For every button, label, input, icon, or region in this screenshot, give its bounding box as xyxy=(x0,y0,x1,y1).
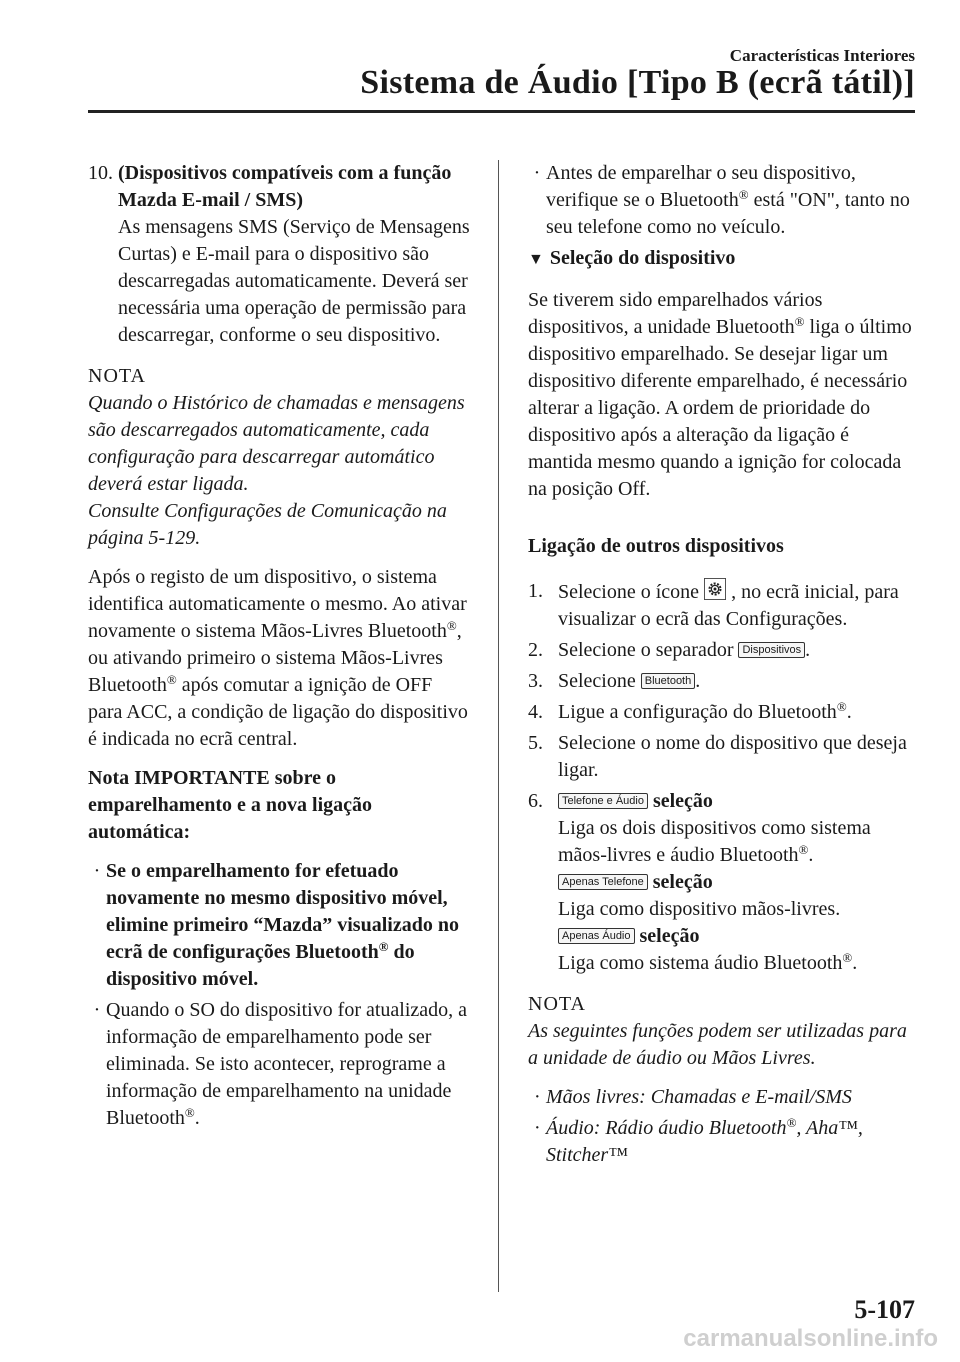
right-column xyxy=(528,160,913,1173)
step-6: 6. Telefone e Áudio seleção Liga os dois dispositivos como sistema mãos-livres e áudio Bluetooth®. Apenas Telefone seleção Liga como dispositivo mãos-livres. Apenas Áudio seleção Liga como sistema áudio Bluetooth®. xyxy=(528,790,871,974)
item-number: 10. xyxy=(88,162,113,184)
step-4: 4. Ligue a configuração do Bluetooth®. xyxy=(528,699,852,723)
triangle-down-icon: ▼ xyxy=(528,251,544,268)
phone-audio-button: Telefone e Áudio xyxy=(558,793,648,809)
important-heading: Nota IMPORTANTE sobre o emparelhamento e a nova ligação automática: xyxy=(88,767,373,843)
list-item: · Mãos livres: Chamadas e E-mail/SMS xyxy=(534,1086,852,1108)
step-1: 1. Selecione o ícone , no ecrã inicial, para visualizar o ecrã das Configurações. xyxy=(528,580,899,630)
device-selection-heading: ▼ Seleção do dispositivo xyxy=(528,247,736,269)
header-section: Características Interiores xyxy=(729,46,915,65)
item-text: As mensagens SMS (Serviço de Mensagens Curtas) e E-mail para o dispositivo são descarregadas automaticamente. Deverá ser necessária uma operação de permissão para descarregar, conforme o seu dispositivo. xyxy=(118,216,470,346)
step-5: 5. Selecione o nome do dispositivo que deseja ligar. xyxy=(528,732,907,781)
list-item: · Antes de emparelhar o seu dispositivo, verifique se o Bluetooth® está "ON", tanto no seu telefone como no veículo. xyxy=(533,162,910,238)
nota-reference: Consulte Configurações de Comunicação na página 5-129. xyxy=(88,500,447,549)
bluetooth-button: Bluetooth xyxy=(641,673,695,689)
list-item: · Áudio: Rádio áudio Bluetooth®, Aha™, Stitcher™ xyxy=(534,1115,863,1166)
item-heading: (Dispositivos compatíveis com a função Mazda E-mail / SMS) xyxy=(118,162,452,211)
page-title: Sistema de Áudio [Tipo B (ecrã tátil)] xyxy=(360,64,915,101)
header-rule xyxy=(88,110,915,113)
watermark: carmanualsonline.info xyxy=(683,1325,938,1352)
list-item: · Quando o SO do dispositivo for atualizado, a informação de emparelhamento pode ser eliminada. Se isto acontecer, reprograme a informação de emparelhamento na unidade Bluetooth®. xyxy=(93,999,468,1129)
list-item-10 xyxy=(88,160,470,349)
nota-label: NOTA xyxy=(528,993,586,1015)
devices-tab-button: Dispositivos xyxy=(738,642,805,658)
paragraph-registration: Após o registo de um dispositivo, o sistema identifica automaticamente o mesmo. Ao ativar novamente o sistema Mãos-Livres Bluetooth®, ou ativando primeiro o sistema Mãos-Livres Bluetooth® após comutar a ignição de OFF para ACC, a condição de ligação do dispositivo é indicada no ecrã central. xyxy=(88,566,468,750)
audio-only-button: Apenas Áudio xyxy=(558,928,635,944)
phone-only-button: Apenas Telefone xyxy=(558,874,648,890)
left-column xyxy=(88,160,470,1136)
device-selection-text: Se tiverem sido emparelhados vários dispositivos, a unidade Bluetooth® liga o último dispositivo emparelhado. Se desejar ligar um dispositivo diferente emparelhado, é necessário alterar a ligação. A ordem de prioridade do dispositivo após a alteração da ligação é mantida mesmo quando a ignição for colocada na posição Off. xyxy=(528,289,912,500)
nota-text: As seguintes funções podem ser utilizadas para a unidade de áudio ou Mãos Livres. xyxy=(528,1020,907,1069)
settings-gear-icon xyxy=(704,578,726,600)
step-2: 2. Selecione o separador Dispositivos . xyxy=(528,639,811,661)
page-number: 5-107 xyxy=(854,1295,915,1324)
step-3: 3. Selecione Bluetooth . xyxy=(528,670,701,692)
other-devices-heading: Ligação de outros dispositivos xyxy=(528,535,784,557)
column-divider xyxy=(498,160,499,1292)
list-item: · Se o emparelhamento for efetuado novamente no mesmo dispositivo móvel, elimine primeiro “Mazda” visualizado no ecrã de configurações Bluetooth® do dispositivo móvel. xyxy=(93,860,459,990)
nota-text: Quando o Histórico de chamadas e mensagens são descarregados automaticamente, cada configuração para descarregar automático deverá estar ligada. xyxy=(88,392,465,495)
nota-label: NOTA xyxy=(88,365,146,387)
